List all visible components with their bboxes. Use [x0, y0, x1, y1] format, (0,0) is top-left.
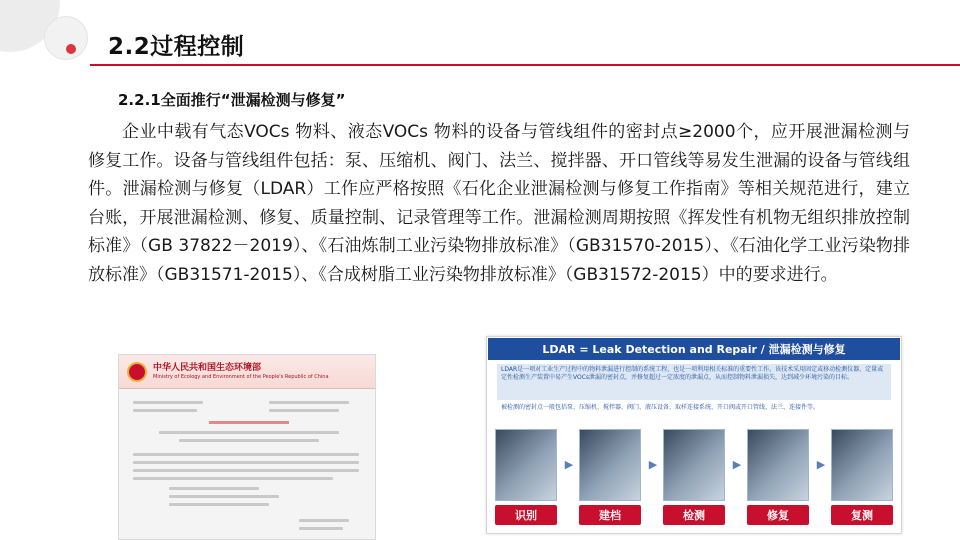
document-text-line — [169, 487, 259, 490]
decor-circle-small — [44, 16, 88, 60]
step-repair — [747, 429, 809, 529]
document-org-name-en: Ministry of Ecology and Environment of the People's Republic of China — [153, 374, 329, 380]
document-text-line — [133, 477, 333, 480]
body-paragraph: 企业中载有气态VOCs 物料、液态VOCs 物料的设备与管线组件的密封点≥2000个，应开展泄漏检测与修复工作。设备与管线组件包括：泵、压缩机、阀门、法兰、搅拌器、开口管线等易发生泄漏的设备与管线组件。泄漏检测与修复（LDAR）工作应严格按照《石化企业泄漏检测与修复工作指南》等相关规范进行，建立台账，开展泄漏检测、修复、质量控制、记录管理等工作。泄漏检测周期按照《挥发性有机物无组织排放控制标准》（GB 37822－2019）、《石油炼制工业污染物排放标准》（GB31570-2015）、《石油化学工业污染物排放标准》（GB31571-2015）、《合成树脂工业污染物排放标准》（GB31572-2015）中的要求进行。 — [88, 122, 910, 285]
step-record — [579, 429, 641, 529]
document-text-line — [159, 431, 339, 434]
body-text-block — [88, 118, 910, 290]
document-text-line — [299, 519, 349, 522]
document-text-line — [269, 409, 339, 412]
ldar-panel-heading: LDAR = Leak Detection and Repair / 泄漏检测与修复 — [488, 338, 900, 360]
title-underline — [90, 64, 960, 66]
document-text-line — [169, 503, 269, 506]
document-text-line — [169, 495, 279, 498]
step-label: 检测 — [663, 505, 725, 525]
step-photo — [831, 429, 893, 501]
document-text-line — [133, 401, 203, 404]
step-identify — [495, 429, 557, 529]
document-red-line — [209, 421, 289, 424]
arrow-right-icon: ▶ — [648, 458, 658, 471]
ldar-seal-points-text: 被检测的密封点一般包括泵、压缩机、搅拌器、阀门、液压设备、取样连接系统、开口阀或开口管线、法兰、连接件等。 — [501, 404, 820, 411]
ldar-process-steps — [495, 429, 895, 529]
step-label: 修复 — [747, 505, 809, 525]
step-photo — [579, 429, 641, 501]
document-org-name: 中华人民共和国生态环境部 — [153, 363, 262, 373]
document-text-line — [133, 409, 197, 412]
policy-document-image — [118, 354, 376, 540]
step-detect — [663, 429, 725, 529]
arrow-right-icon: ▶ — [816, 458, 826, 471]
document-header — [119, 355, 375, 389]
document-text-line — [269, 401, 349, 404]
arrow-right-icon: ▶ — [732, 458, 742, 471]
document-text-line — [133, 461, 359, 464]
slide-title: 2.2过程控制 — [108, 34, 245, 60]
document-text-line — [299, 527, 343, 530]
document-text-line — [133, 469, 359, 472]
step-label: 复测 — [831, 505, 893, 525]
ldar-intro-text: LDAR是一项对工业生产过程中的物料泄漏进行控制的系统工程，也是一项利用相关标准的重要性工作。该技术采用固定或移动检测仪器，定量或定性检测生产装置中易产生VOCs泄漏的密封点，并修复超过一定浓度的泄漏点，从而控制物料泄漏损失，达到减少环境污染的目标。 — [497, 364, 891, 400]
decor-red-dot — [66, 44, 76, 54]
step-label: 识别 — [495, 505, 557, 525]
national-emblem-icon — [127, 362, 147, 382]
step-photo — [747, 429, 809, 501]
step-label: 建档 — [579, 505, 641, 525]
document-text-line — [179, 439, 319, 442]
ldar-info-panel — [486, 336, 902, 534]
step-retest — [831, 429, 893, 529]
arrow-right-icon: ▶ — [564, 458, 574, 471]
document-text-line — [133, 453, 359, 456]
step-photo — [495, 429, 557, 501]
section-subtitle: 2.2.1全面推行“泄漏检测与修复” — [118, 91, 346, 109]
step-photo — [663, 429, 725, 501]
